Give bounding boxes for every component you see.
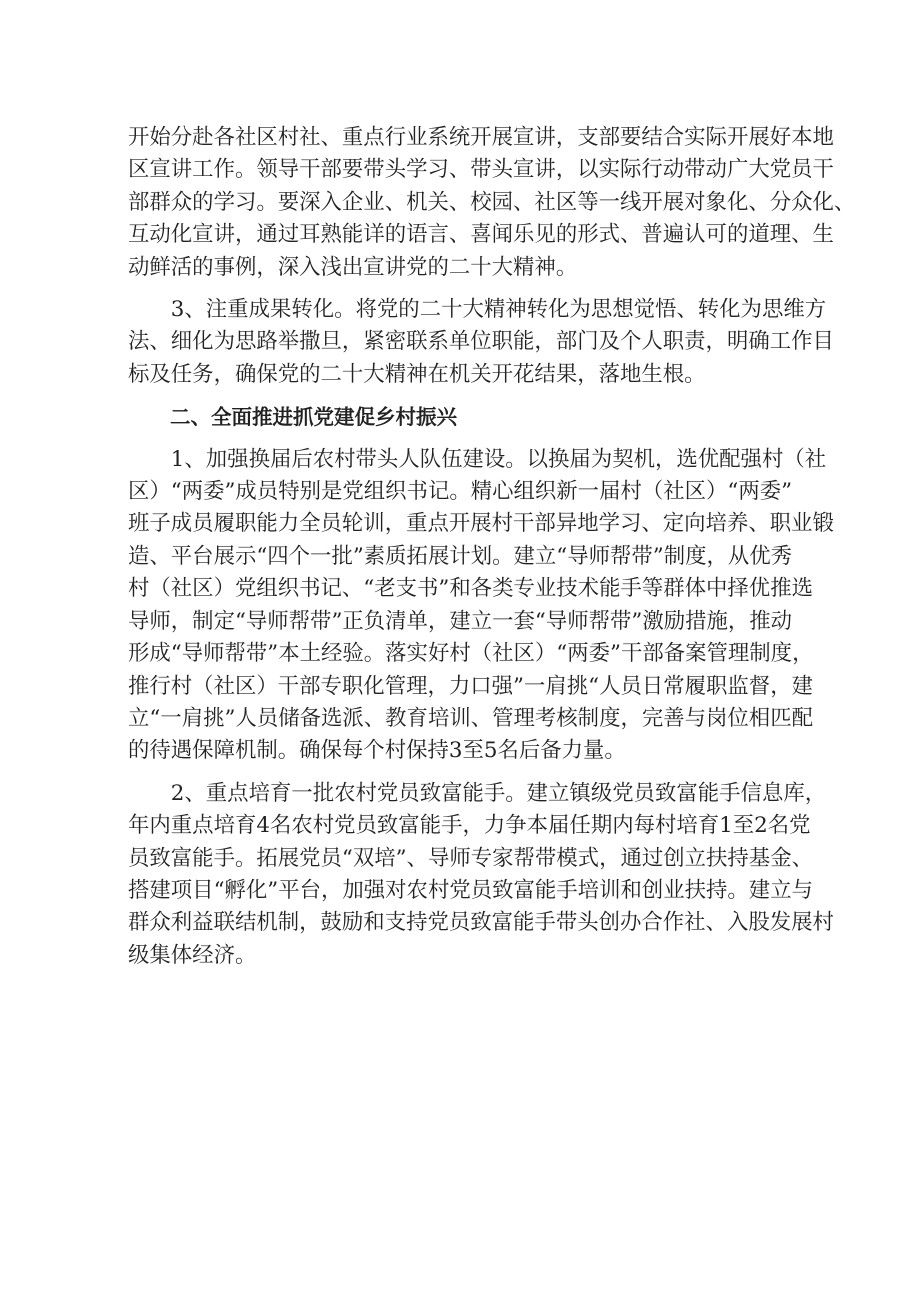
text-line: 村（社区）党组织书记、“老支书”和各类专业技术能手等群体中择优推选 [128,576,813,602]
text-line: 搭建项目“孵化”平台，加强对农村党员致富能手培训和创业扶持。建立与 [128,877,813,903]
text-line: 级集体经济。 [128,942,257,968]
text-line: 互动化宣讲，通过耳熟能详的语言、喜闻乐见的形式、普遍认可的道理、生 [128,222,834,248]
text-line: 形成“导师帮带”本土经验。落实好村（社区）“两委”干部备案管理制度， [128,641,814,667]
text-line: 动鲜活的事例，深入浅出宣讲党的二十大精神。 [128,254,578,280]
text-line: 员致富能手。拓展党员“双培”、导师专家帮带模式，通过创立扶持基金、 [128,845,813,871]
text-line: 导师，制定“导师帮带”正负清单，建立一套“导师帮带”激励措施，推动 [128,608,793,634]
text-line: 部群众的学习。要深入企业、机关、校园、社区等一线开展对象化、分众化、 [128,189,856,215]
text-line: 标及任务，确保党的二十大精神在机关开花结果，落地生根。 [128,361,706,387]
text-line: 2、重点培育一批农村党员致富能手。建立镇级党员致富能手信息库， [128,780,827,806]
text-line: 立“一肩挑”人员储备选派、教育培训、管理考核制度，完善与岗位相匹配 [128,705,813,731]
text-line: 1、加强换届后农村带头人队伍建设。以换届为契机，选优配强村（社 [128,446,827,472]
text-line: 法、细化为思路举撒旦，紧密联系单位职能，部门及个人职责，明确工作目 [128,329,834,355]
text-line: 区宣讲工作。领导干部要带头学习、带头宣讲，以实际行动带动广大党员干 [128,157,834,183]
text-line: 班子成员履职能力全员轮训，重点开展村干部异地学习、定向培养、职业锻 [128,511,834,537]
text-line: 年内重点培育4名农村党员致富能手，力争本届任期内每村培育1至2名党 [128,813,811,839]
paragraph-rural-leaders [128,444,834,768]
text-line: 3、注重成果转化。将党的二十大精神转化为思想觉悟、转化为思维方 [128,297,827,323]
text-line: 开始分赴各社区村社、重点行业系统开展宣讲，支部要结合实际开展好本地 [128,125,834,150]
section-heading: 二、全面推进抓党建促乡村振兴 [170,405,457,430]
paragraph-results-transformation [128,294,834,391]
paragraph-propaganda-work [128,122,856,284]
paragraph-prosperity-experts [128,778,834,972]
text-line: 区）“两委”成员特别是党组织书记。精心组织新一届村（社区）“两委” [128,479,793,505]
text-line: 推行村（社区）干部专职化管理，力口强”一肩挑“人员日常履职监督，建 [128,673,813,699]
text-line: 造、平台展示“四个一批”素质拓展计划。建立“导师帮带”制度，从优秀 [128,543,793,569]
document-page [128,122,856,972]
text-line: 的待遇保障机制。确保每个村保持3至5名后备力量。 [128,738,626,764]
text-line: 群众利益联结机制，鼓励和支持党员致富能手带头创办合作社、入股发展村 [128,910,834,936]
